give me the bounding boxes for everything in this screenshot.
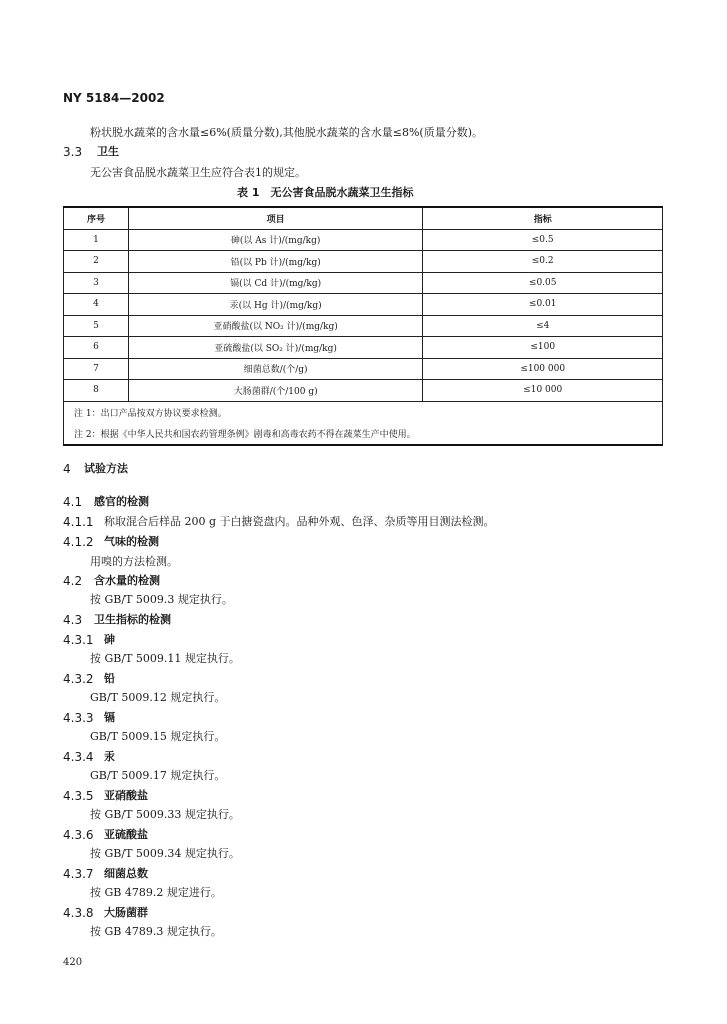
row-limit: ≤0.01: [423, 294, 663, 316]
row-limit: ≤100 000: [423, 358, 663, 380]
clause-body: GB/T 5009.12 规定执行。: [90, 691, 226, 704]
section-3-3-number: 3.3: [63, 145, 83, 159]
clause-number: 4.3.7: [63, 867, 94, 881]
standard-number: NY 5184—2002: [63, 91, 165, 105]
clause-number: 4.3.8: [63, 906, 94, 920]
row-no: 5: [64, 315, 129, 337]
table-row: [64, 294, 663, 316]
clause-body: 按 GB 4789.3 规定执行。: [90, 925, 222, 938]
table-note-row: [64, 423, 663, 445]
clause-title: 含水量的检测: [94, 574, 160, 587]
clause-title: 亚硫酸盐: [104, 828, 148, 841]
row-item: 亚硫酸盐(以 SO₂ 计)/(mg/kg): [128, 337, 423, 359]
clause-body: 称取混合后样品 200 g 于白搪瓷盘内。品种外观、色泽、杂质等用目测法检测。: [104, 515, 495, 528]
clause-title: 卫生指标的检测: [94, 613, 171, 626]
header-no: 序号: [64, 207, 129, 229]
clause-body: 按 GB/T 5009.11 规定执行。: [90, 652, 240, 665]
clause-number: 4.2: [63, 574, 83, 588]
clause-number: 4.3.6: [63, 828, 94, 842]
table-row: [64, 251, 663, 273]
clause-body: 按 GB/T 5009.3 规定执行。: [90, 593, 233, 606]
clause-number: 4.3.4: [63, 750, 94, 764]
row-limit: ≤4: [423, 315, 663, 337]
row-item: 亚硝酸盐(以 NO₂ 计)/(mg/kg): [128, 315, 423, 337]
row-limit: ≤10 000: [423, 380, 663, 402]
clause-number: 4.1: [63, 495, 83, 509]
clause-title: 汞: [104, 750, 115, 763]
row-item: 砷(以 As 计)/(mg/kg): [128, 229, 423, 251]
clause-number: 4.3.1: [63, 633, 94, 647]
clause-title: 大肠菌群: [104, 906, 148, 919]
hygiene-table: [63, 206, 663, 446]
table-row: [64, 337, 663, 359]
clause-title: 铅: [104, 672, 115, 685]
clause-number: 4.1.1: [63, 515, 94, 529]
section-4-title: 试验方法: [84, 462, 128, 475]
section-3-3-title: 卫生: [97, 145, 119, 158]
table-row: [64, 229, 663, 251]
header-limit: 指标: [423, 207, 663, 229]
row-limit: ≤100: [423, 337, 663, 359]
clause-body: 按 GB 4789.2 规定进行。: [90, 886, 222, 899]
clause-title: 细菌总数: [104, 867, 148, 880]
row-no: 7: [64, 358, 129, 380]
row-limit: ≤0.5: [423, 229, 663, 251]
row-no: 8: [64, 380, 129, 402]
row-limit: ≤0.2: [423, 251, 663, 273]
row-limit: ≤0.05: [423, 272, 663, 294]
table-header-row: [64, 207, 663, 229]
clause-body: 按 GB/T 5009.34 规定执行。: [90, 847, 240, 860]
section-3-3-body: 无公害食品脱水蔬菜卫生应符合表1的规定。: [90, 166, 306, 179]
clause-body: 用嗅的方法检测。: [90, 555, 178, 568]
table-note-2: 注 2：根据《中华人民共和国农药管理条例》剧毒和高毒农药不得在蔬菜生产中使用。: [64, 423, 663, 445]
row-no: 6: [64, 337, 129, 359]
clause-title: 感官的检测: [94, 495, 149, 508]
row-item: 细菌总数/(个/g): [128, 358, 423, 380]
row-no: 4: [64, 294, 129, 316]
table-row: [64, 315, 663, 337]
table-note-row: [64, 401, 663, 423]
page-number: 420: [63, 957, 83, 968]
header-item: 项目: [128, 207, 423, 229]
clause-body: GB/T 5009.17 规定执行。: [90, 769, 226, 782]
row-no: 3: [64, 272, 129, 294]
table-row: [64, 272, 663, 294]
moisture-paragraph: 粉状脱水蔬菜的含水量≤6%(质量分数),其他脱水蔬菜的含水量≤8%(质量分数)。: [90, 126, 483, 139]
row-item: 镉(以 Cd 计)/(mg/kg): [128, 272, 423, 294]
table-note-1: 注 1：出口产品按双方协议要求检测。: [64, 401, 663, 423]
row-item: 汞(以 Hg 计)/(mg/kg): [128, 294, 423, 316]
row-no: 1: [64, 229, 129, 251]
row-no: 2: [64, 251, 129, 273]
clause-title: 砷: [104, 633, 115, 646]
row-item: 铅(以 Pb 计)/(mg/kg): [128, 251, 423, 273]
table-row: [64, 358, 663, 380]
clause-number: 4.3.3: [63, 711, 94, 725]
table-row: [64, 380, 663, 402]
section-4-number: 4: [63, 462, 71, 476]
clause-title: 气味的检测: [104, 535, 159, 548]
clause-title: 镉: [104, 711, 115, 724]
clause-title: 亚硝酸盐: [104, 789, 148, 802]
clause-number: 4.3.2: [63, 672, 94, 686]
clause-number: 4.3: [63, 613, 83, 627]
clause-body: 按 GB/T 5009.33 规定执行。: [90, 808, 240, 821]
clause-number: 4.3.5: [63, 789, 94, 803]
clause-number: 4.1.2: [63, 535, 94, 549]
table-caption: 表 1 无公害食品脱水蔬菜卫生指标: [237, 186, 414, 199]
row-item: 大肠菌群/(个/100 g): [128, 380, 423, 402]
clause-body: GB/T 5009.15 规定执行。: [90, 730, 226, 743]
